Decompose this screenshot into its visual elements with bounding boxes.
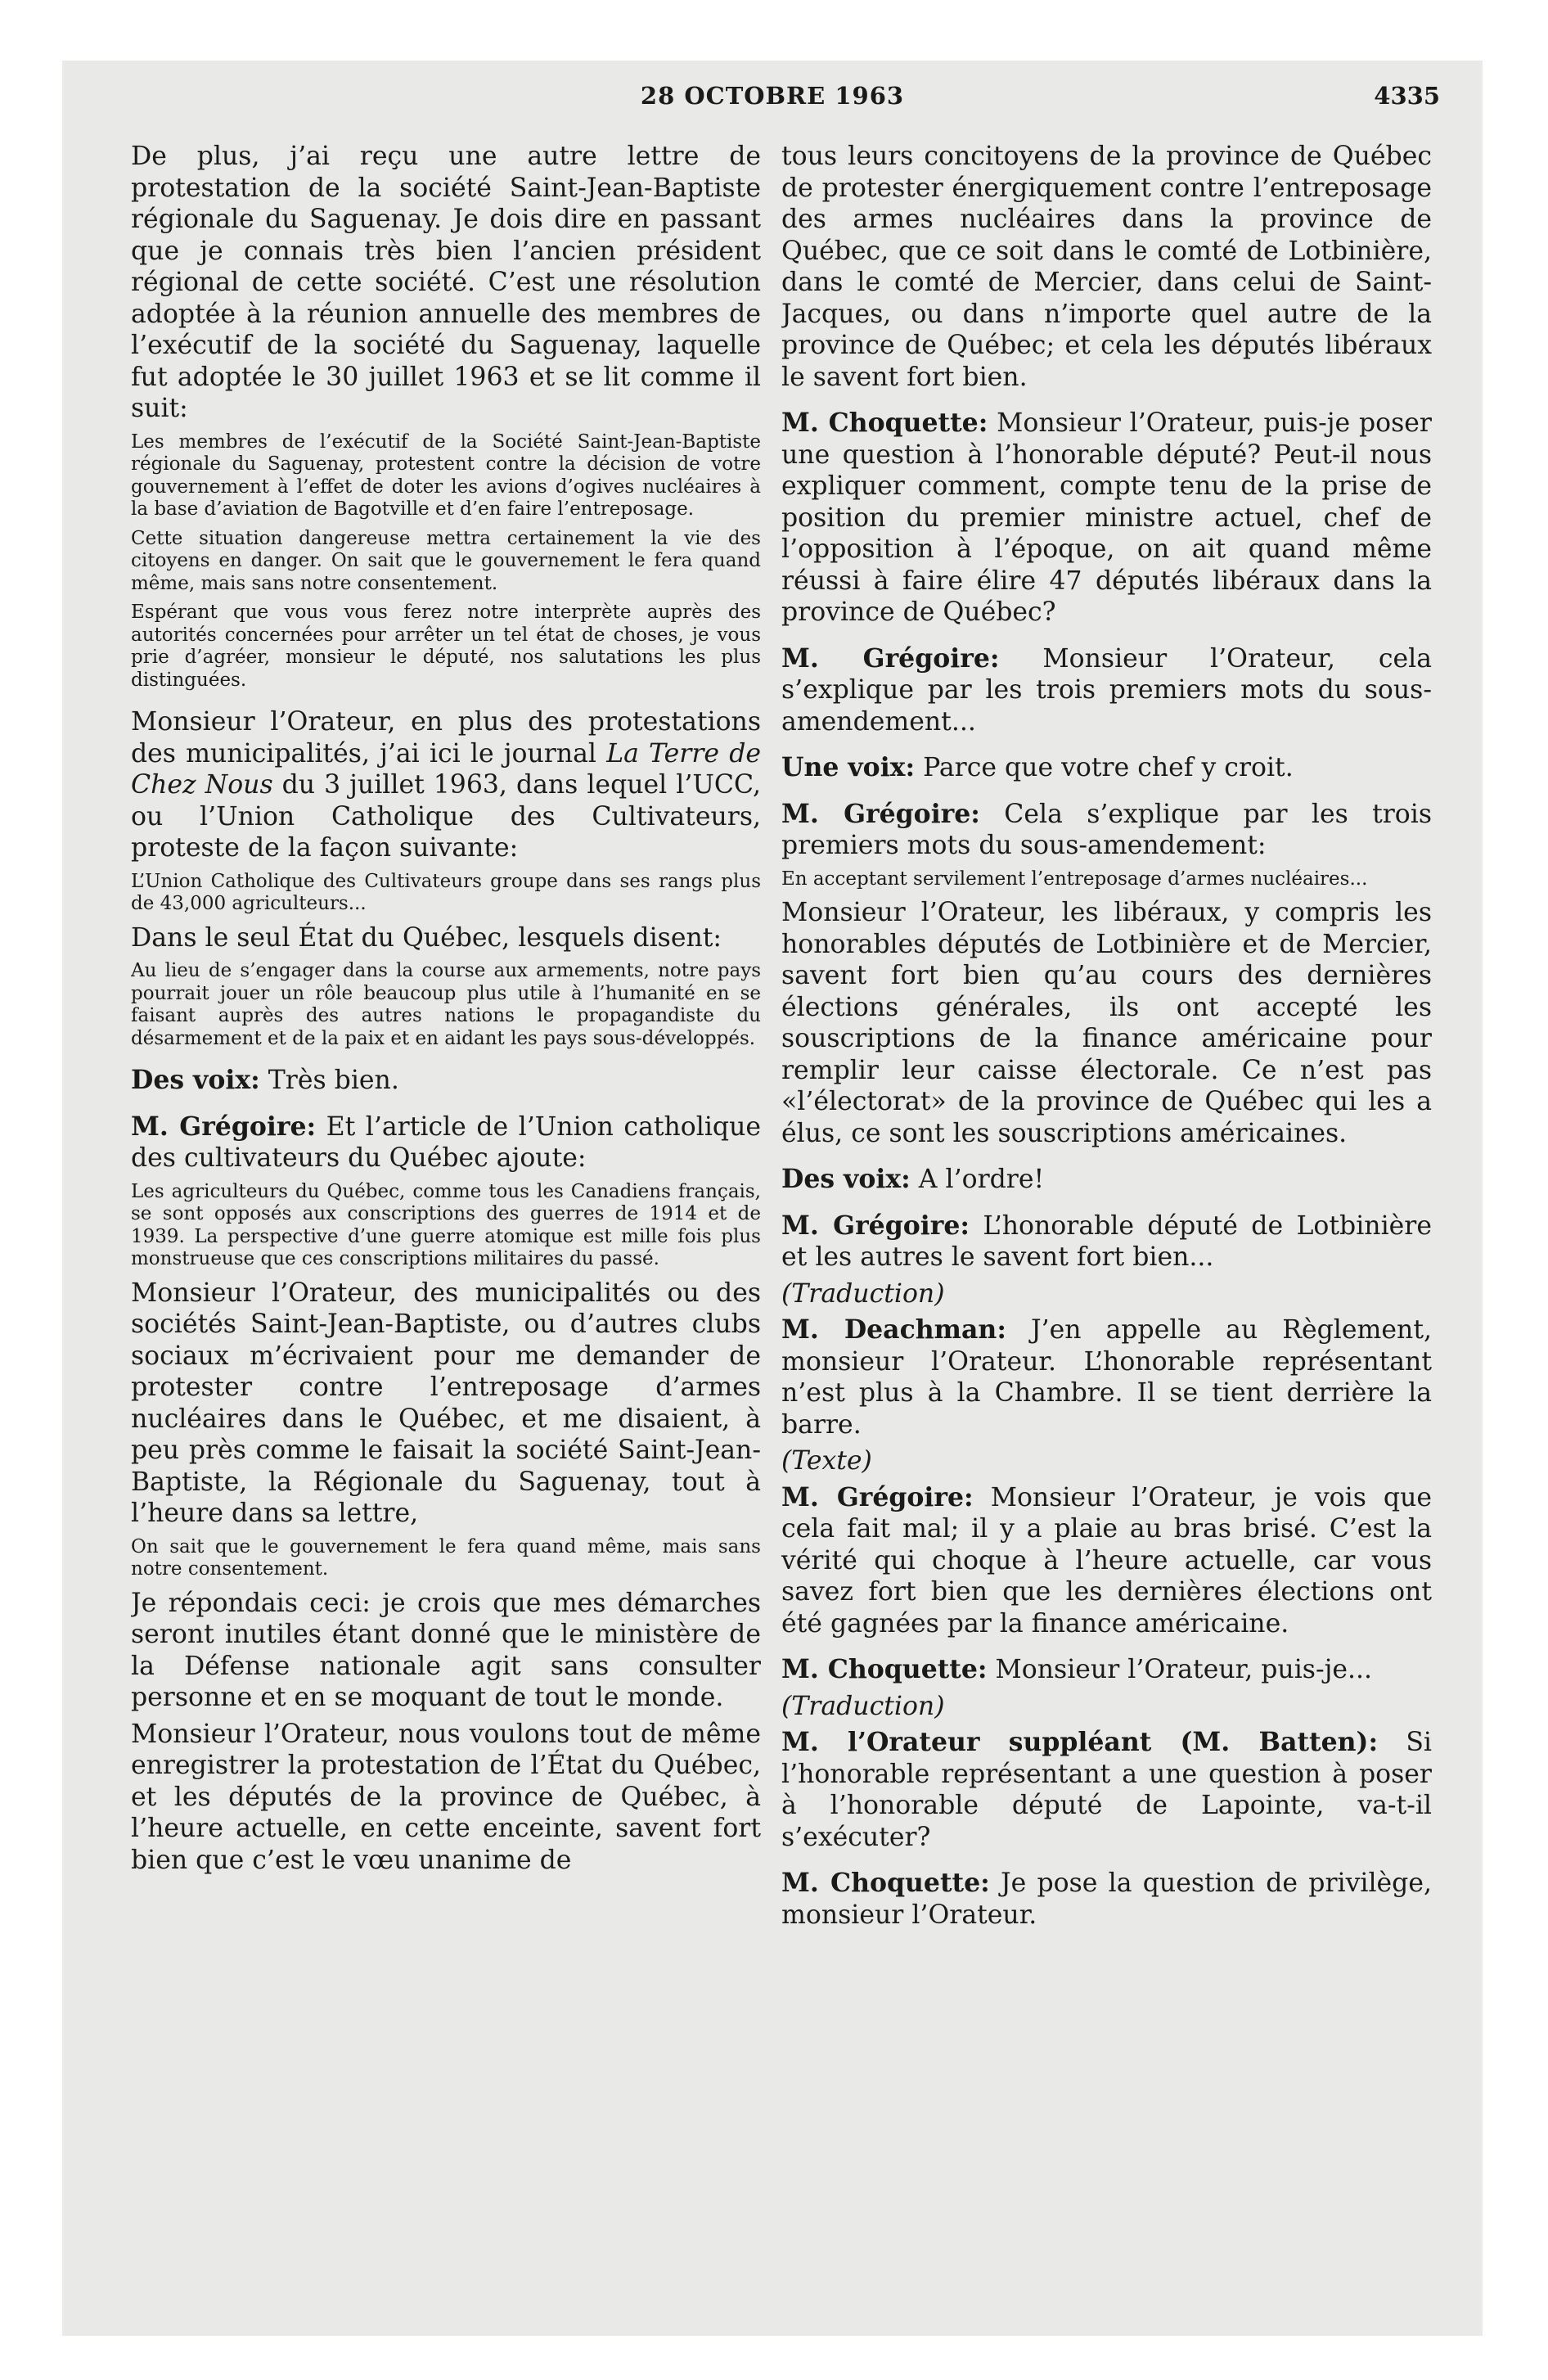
paragraph: De plus, j’ai reçu une autre lettre de protestation de la société Saint-Jean-Baptiste régionale du Saguenay. Je dois dire en passant que je connais très bien l’ancien président régional de cette société. C’est une résolution adoptée à la réunion annuelle des membres de l’exécutif de la société du Saguenay, laquelle fut adoptée le 30 juillet 1963 et se lit comme il suit: <box>131 142 761 423</box>
speaker-name: Des voix: <box>131 1065 260 1095</box>
speaker-name: M. Deachman: <box>781 1314 1006 1345</box>
speech-line <box>781 408 1432 629</box>
speech-text: Je pose la question de privilège, monsieur l’Orateur. <box>781 1868 1432 1930</box>
speech-line <box>781 752 1432 784</box>
speaker-name: Des voix: <box>781 1164 911 1194</box>
speech-line <box>781 643 1432 738</box>
block-quote: Les agriculteurs du Québec, comme tous les Canadiens français, se sont opposés aux conscriptions des guerres de 1914 et de 1939. La perspective d’une guerre atomique est mille fois plus monstrueuse que ces conscriptions militaires du passé. <box>131 1180 761 1269</box>
speech-line <box>781 799 1432 862</box>
block-quote: Au lieu de s’engager dans la course aux armements, notre pays pourrait jouer un rôle beaucoup plus utile à l’humanité en se faisant auprès des autres nations le propagandiste du désarmement et de la paix et en aidant les pays sous-développés. <box>131 960 761 1049</box>
speech-text: Très bien. <box>268 1066 399 1095</box>
newspaper-title: La Terre de Chez Nous <box>131 738 761 800</box>
speech-line <box>781 1482 1432 1640</box>
speech-line <box>131 1065 761 1097</box>
speech-text: Monsieur l’Orateur, puis-je poser une question à l’honorable député? Peut-il nous expliquer comment, compte tenu de la prise de position du premier ministre actuel, chef de l’opposition à l’époque, on ait quand même réussi à faire élire 47 députés libéraux dans la province de Québec? <box>781 408 1432 627</box>
paragraph: tous leurs concitoyens de la province de Québec de protester énergiquement contre l’entreposage des armes nucléaires dans la province de Québec, que ce soit dans le comté de Lotbinière, dans le comté de Mercier, dans celui de Saint-Jacques, ou dans n’importe quel autre de la province de Québec; et cela les députés libéraux le savent fort bien. <box>781 142 1432 392</box>
speaker-name: M. Grégoire: <box>131 1111 317 1142</box>
block-quote: En acceptant servilement l’entreposage d’armes nucléaires... <box>781 868 1368 890</box>
text-marker: (Texte) <box>781 1446 872 1476</box>
block-quote: Les membres de l’exécutif de la Société Saint-Jean-Baptiste régionale du Saguenay, protestent contre la décision de votre gouvernement à l’effet de doter les avions d’ogives nucléaires à la base d’aviation de Bagotville et d’en faire l’entreposage. <box>131 430 761 520</box>
speech-text: Parce que votre chef y croit. <box>923 753 1294 782</box>
paragraph: Monsieur l’Orateur, des municipalités ou des sociétés Saint-Jean-Baptiste, ou d’autres clubs sociaux m’écrivaient pour me demander de protester contre l’entreposage d’armes nucléaires dans le Québec, et me disaient, à peu près comme le faisait la société Saint-Jean-Baptiste, la Régionale du Saguenay, tout à l’heure dans sa lettre, <box>131 1278 761 1528</box>
speaker-name: Une voix: <box>781 752 916 782</box>
speaker-name: M. Choquette: <box>781 1868 990 1898</box>
speaker-name: M. Grégoire: <box>781 798 980 829</box>
page-date: 28 OCTOBRE 1963 <box>640 82 905 110</box>
speech-text: Si l’honorable représentant a une question à poser à l’honorable député de Lapointe, va-t-il s’exécuter? <box>781 1728 1432 1852</box>
speech-text: Cela s’explique par les trois premiers mots du sous-amendement: <box>781 799 1432 860</box>
page-header <box>62 82 1483 123</box>
block-quote: L’Union Catholique des Cultivateurs groupe dans ses rangs plus de 43,000 agriculteurs... <box>131 870 761 914</box>
speech-line <box>781 1210 1432 1273</box>
block-quote: On sait que le gouvernement le fera quand même, mais sans notre consentement. <box>131 1535 761 1580</box>
speaker-name: M. Choquette: <box>781 408 988 438</box>
paragraph: Monsieur l’Orateur, les libéraux, y compris les honorables députés de Lotbinière et de Mercier, savent fort bien qu’au cours des dernières élections générales, ils ont accepté les souscriptions de la finance américaine pour remplir leur caisse électorale. Ce n’est pas «l’électorat» de la province de Québec qui les a élus, ce sont les souscriptions américaines. <box>781 898 1432 1148</box>
left-column <box>131 141 761 2318</box>
speech-line <box>781 1164 1432 1196</box>
paragraph-text: du 3 juillet 1963, dans lequel l’UCC, ou l’Union Catholique des Cultivateurs, proteste de la façon suivante: <box>131 770 761 863</box>
speech-line <box>781 1868 1432 1931</box>
speech-text: L’honorable député de Lotbinière et les autres le savent fort bien... <box>781 1210 1432 1272</box>
speaker-name: M. Grégoire: <box>781 1210 970 1241</box>
speech-text: A l’ordre! <box>918 1165 1045 1194</box>
speaker-name: M. Grégoire: <box>781 1481 974 1512</box>
block-quote: Espérant que vous vous ferez notre interprète auprès des autorités concernées pour arrêter un tel état de choses, je vous prie d’agréer, monsieur le député, nos salutations les plus distinguées. <box>131 602 761 691</box>
speech-line <box>781 1654 1432 1686</box>
translation-marker: (Traduction) <box>781 1691 945 1721</box>
paragraph: Dans le seul État du Québec, lesquels disent: <box>131 922 722 953</box>
paragraph-text: Monsieur l’Orateur, en plus des protestations des municipalités, j’ai ici le journal <box>131 707 761 769</box>
block-quote: Cette situation dangereuse mettra certainement la vie des citoyens en danger. On sait que le gouvernement le fera quand même, mais sans notre consentement. <box>131 527 761 594</box>
paragraph: Monsieur l’Orateur, nous voulons tout de même enregistrer la protestation de l’État du Québec, et les députés de la province de Québec, à l’heure actuelle, en cette enceinte, savent fort bien que c’est le vœu unanime de <box>131 1719 761 1875</box>
speaker-name: M. Choquette: <box>781 1654 988 1684</box>
speaker-name: M. Grégoire: <box>781 642 1000 674</box>
page-number: 4335 <box>1374 82 1440 110</box>
paragraph <box>131 706 761 864</box>
speech-line <box>131 1111 761 1174</box>
speech-text: Monsieur l’Orateur, cela s’explique par les trois premiers mots du sous-amendement... <box>781 643 1432 737</box>
paragraph: Je répondais ceci: je crois que mes démarches seront inutiles étant donné que le ministère de la Défense nationale agit sans consulter personne et en se moquant de tout le monde. <box>131 1588 761 1712</box>
speech-line <box>781 1314 1432 1440</box>
speech-line <box>781 1727 1432 1853</box>
speech-text: Monsieur l’Orateur, puis-je... <box>995 1655 1373 1684</box>
right-column <box>781 141 1432 2318</box>
speech-text: J’en appelle au Règlement, monsieur l’Orateur. L’honorable représentant n’est plus à la Chambre. Il se tient derrière la barre. <box>781 1315 1432 1440</box>
translation-marker: (Traduction) <box>781 1278 945 1309</box>
speech-text: Monsieur l’Orateur, je vois que cela fait mal; il y a plaie au bras brisé. C’est la vérité qui choque à l’heure actuelle, car vous savez fort bien que les dernières élections ont été gagnées par la finance américaine. <box>781 1482 1432 1639</box>
speech-text: Et l’article de l’Union catholique des cultivateurs du Québec ajoute: <box>131 1111 761 1173</box>
speaker-name: M. l’Orateur suppléant (M. Batten): <box>781 1727 1379 1757</box>
